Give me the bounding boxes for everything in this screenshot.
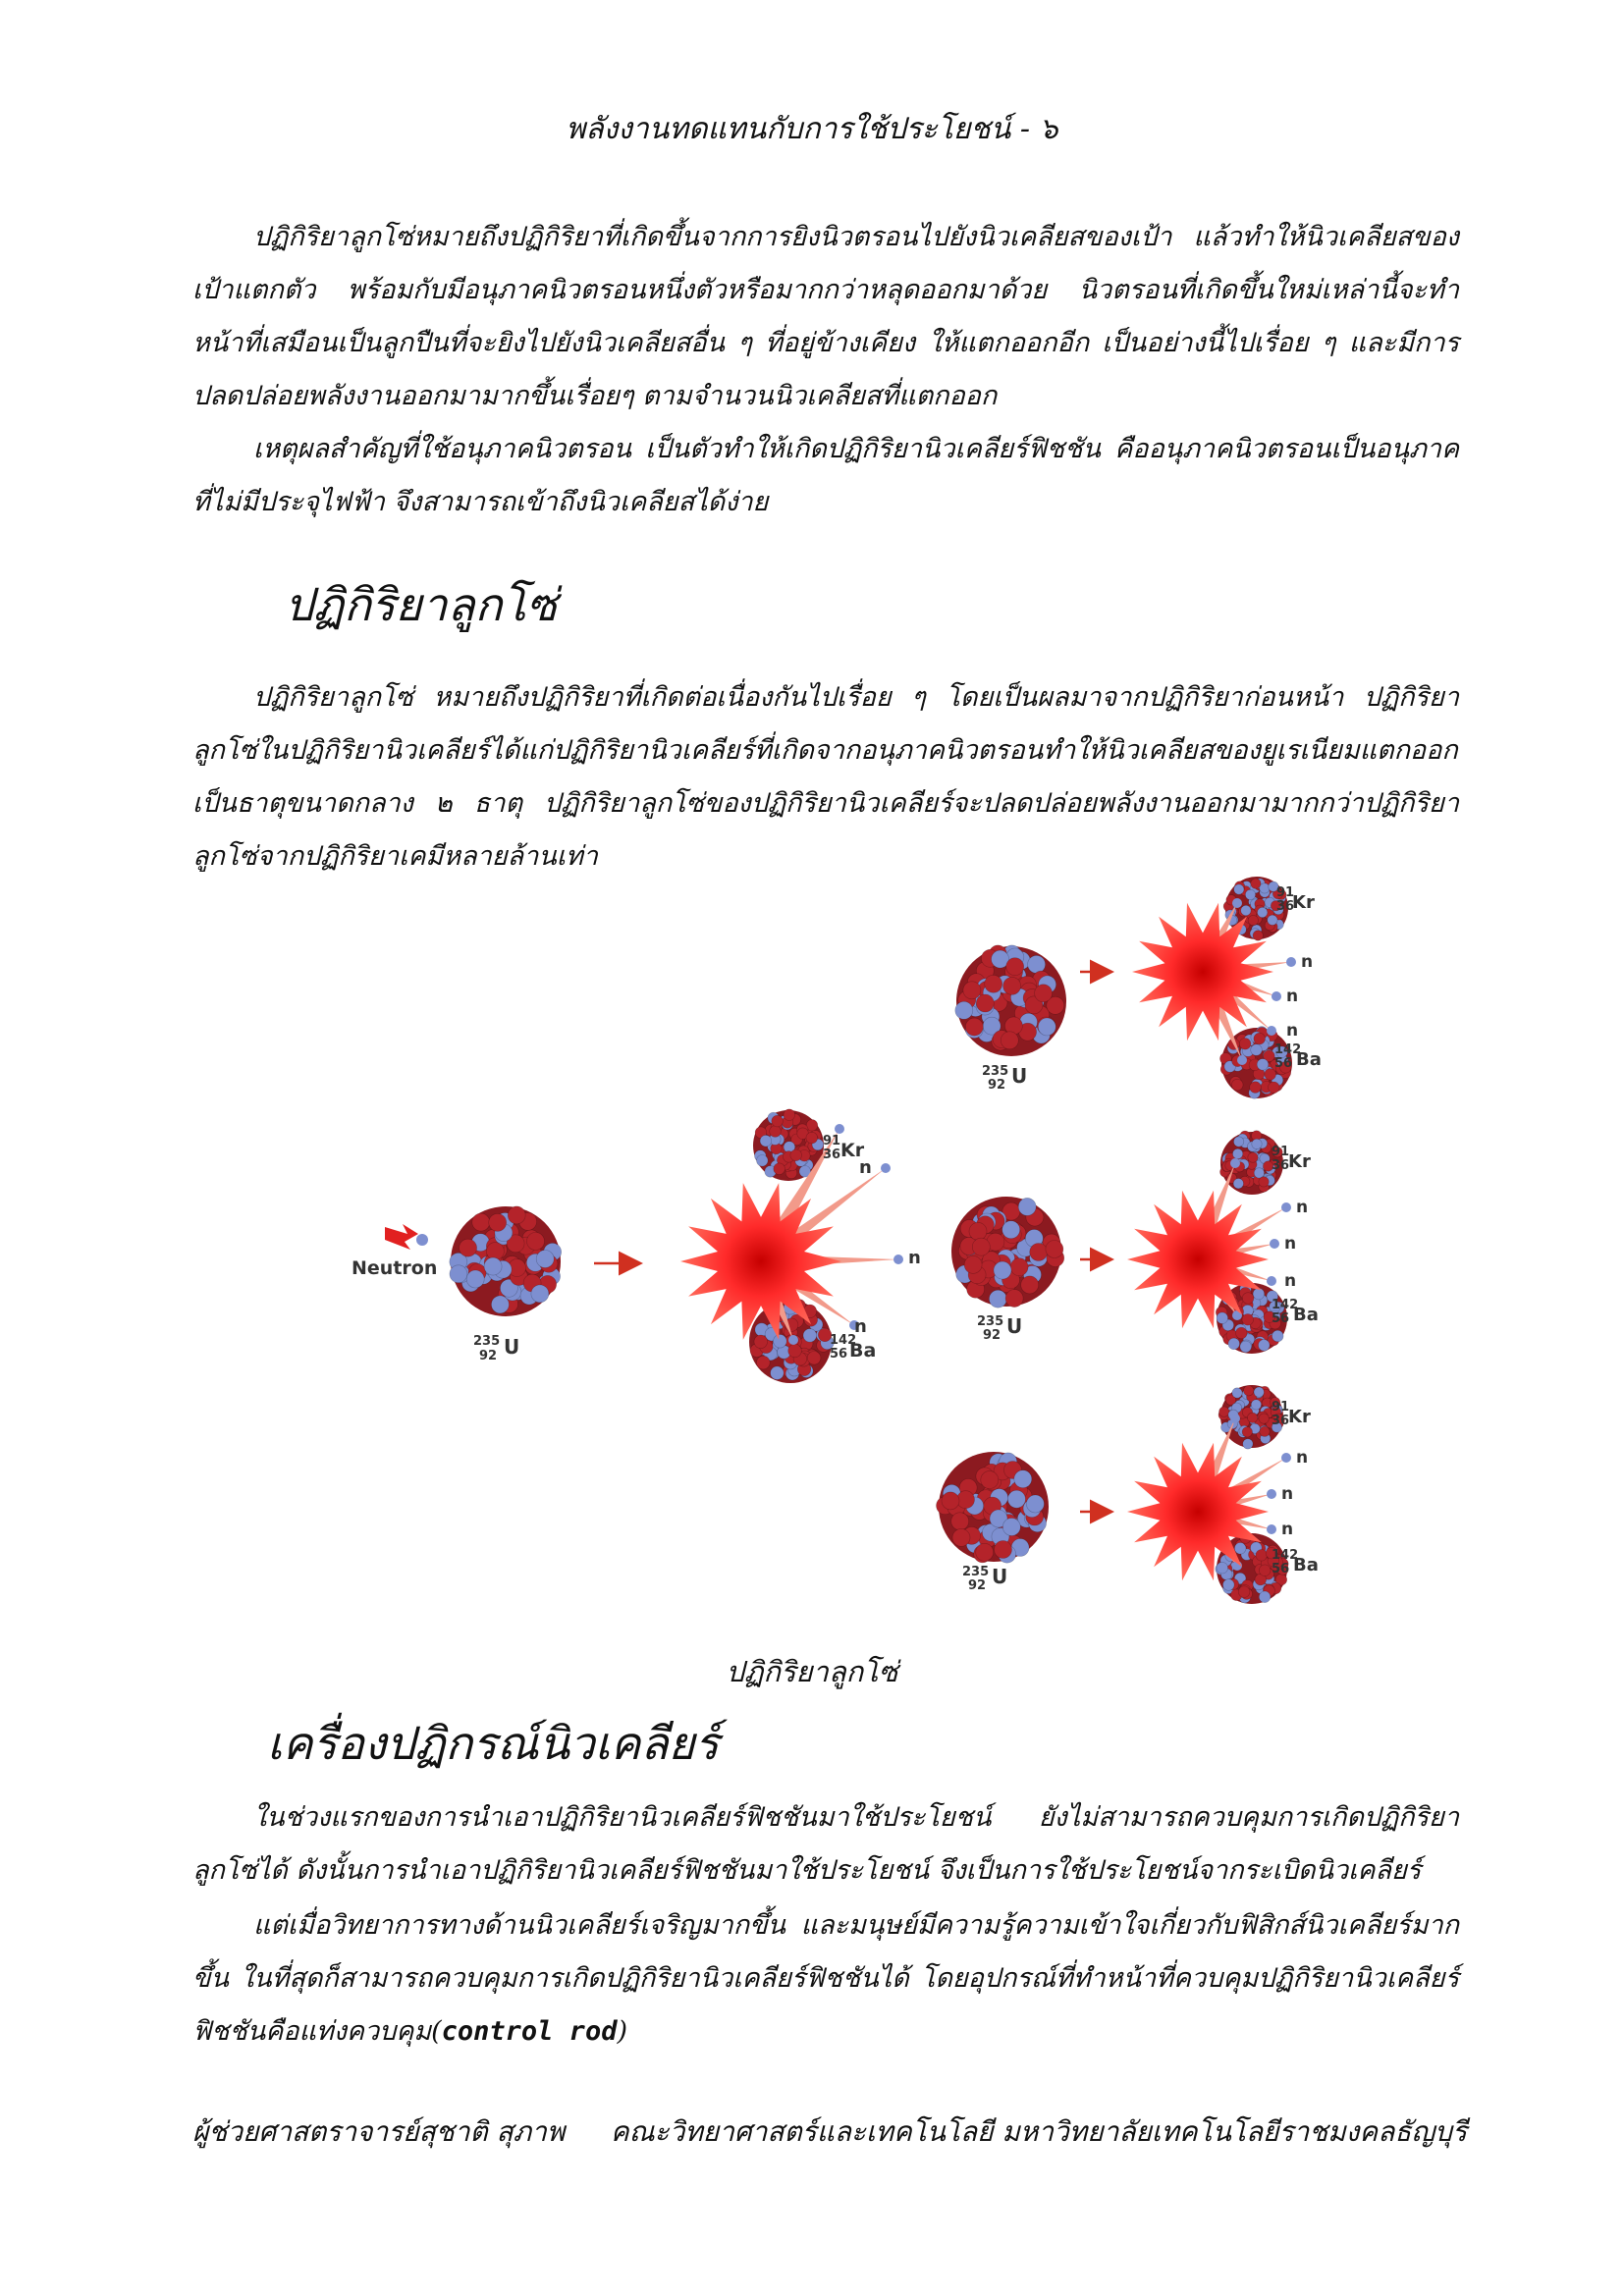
footer-author: ผู้ช่วยศาสตราจารย์สุชาติ สุภาพ (192, 2115, 566, 2148)
incoming-neutron-icon (385, 1224, 428, 1250)
svg-text:235: 235 (473, 1334, 501, 1349)
uranium-nucleus-top (955, 945, 1066, 1056)
svg-text:Kr: Kr (1288, 1407, 1311, 1427)
neutron-n-3: n (854, 1316, 867, 1337)
label-u-bottom (962, 1565, 1007, 1593)
label-u-middle (977, 1314, 1022, 1343)
svg-text:142: 142 (1274, 1042, 1302, 1057)
neutron-n-mid-3: n (1284, 1271, 1297, 1291)
uranium-nucleus-bottom (937, 1452, 1050, 1563)
svg-text:91: 91 (1272, 1400, 1290, 1415)
svg-text:Ba: Ba (849, 1340, 877, 1362)
svg-text:Ba: Ba (1293, 1305, 1319, 1325)
paragraph-early-fission-use: ในช่วงแรกของการนำเอาปฏิกิริยานิวเคลียร์ฟิชชันมาใช้ประโยชน์ ยังไม่สามารถควบคุมการเกิดปฏิกิริยาลูกโซ่ได้ ดังนั้นการนำเอาปฏิกิริยานิวเคลียร์ฟิชชันมาใช้ประโยชน์ จึงเป็นการใช้ประโยชน์จากระเบิดนิวเคลียร์ (192, 1802, 1459, 1886)
svg-text:Kr: Kr (1292, 892, 1315, 913)
svg-text:92: 92 (479, 1349, 498, 1363)
svg-text:235: 235 (982, 1064, 1009, 1079)
svg-text:Kr: Kr (1288, 1151, 1311, 1172)
neutron-n-2: n (908, 1248, 921, 1268)
label-kr-middle (1272, 1145, 1311, 1173)
neutron-n-top-2: n (1286, 987, 1299, 1006)
svg-text:91: 91 (1276, 885, 1295, 900)
neutron-label: Neutron (352, 1257, 438, 1279)
svg-text:U: U (1006, 1314, 1023, 1338)
paragraph-control-rod-end: ) (617, 2016, 627, 2047)
chain-reaction-figure (334, 879, 1322, 1639)
neutron-n-mid-2: n (1284, 1234, 1297, 1254)
svg-text:56: 56 (1274, 1056, 1293, 1071)
svg-text:56: 56 (1272, 1562, 1290, 1576)
label-kr-top (1276, 885, 1315, 914)
svg-text:Ba: Ba (1293, 1555, 1319, 1575)
figure-caption: ปฏิกิริยาลูกโซ่ (726, 1655, 898, 1688)
label-ba-bottom (1272, 1548, 1319, 1576)
svg-text:36: 36 (1272, 1414, 1290, 1428)
paragraph-control-rod (192, 1899, 1459, 2058)
footer-institution: คณะวิทยาศาสตร์และเทคโนโลยี มหาวิทยาลัยเทคโนโลยีราชมงคลธัญบุรี (610, 2115, 1467, 2148)
control-rod-term: control rod (441, 2016, 618, 2047)
heading-chain-reaction: ปฏิกิริยาลูกโซ่ (285, 578, 558, 631)
svg-text:92: 92 (983, 1328, 1001, 1343)
neutron-n-top-1: n (1301, 952, 1314, 972)
label-u-first (473, 1334, 519, 1363)
svg-text:91: 91 (823, 1134, 841, 1148)
svg-text:142: 142 (1272, 1298, 1299, 1312)
svg-text:92: 92 (988, 1078, 1006, 1093)
neutron-n-mid-1: n (1296, 1198, 1309, 1217)
neutron-n-top-3: n (1286, 1021, 1299, 1041)
label-u-top (982, 1064, 1027, 1093)
svg-text:56: 56 (1272, 1311, 1290, 1326)
svg-text:142: 142 (830, 1333, 857, 1348)
svg-text:Kr: Kr (840, 1140, 865, 1161)
neutron-n-1: n (859, 1157, 872, 1178)
svg-text:36: 36 (1276, 899, 1295, 914)
label-ba-top (1274, 1042, 1322, 1071)
neutron-n-bot-2: n (1281, 1484, 1294, 1504)
svg-text:92: 92 (968, 1578, 987, 1593)
svg-text:U: U (992, 1565, 1008, 1588)
svg-text:56: 56 (830, 1347, 848, 1362)
label-ba-first (830, 1333, 876, 1362)
neutron-n-bot-1: n (1296, 1448, 1309, 1468)
svg-text:U: U (504, 1335, 520, 1359)
svg-text:91: 91 (1272, 1145, 1290, 1159)
svg-text:U: U (1011, 1064, 1028, 1088)
paragraph-control-rod-text: แต่เมื่อวิทยาการทางด้านนิวเคลียร์เจริญมากขึ้น และมนุษย์มีความรู้ความเข้าใจเกี่ยวกับฟิสิกส์นิวเคลียร์มากขึ้น ในที่สุดก็สามารถควบคุมการเกิดปฏิกิริยานิวเคลียร์ฟิชชันได้ โดยอุปกรณ์ที่ทำหน้าที่ควบคุมปฏิกิริยานิวเคลียร์ฟิชชันคือแท่งควบคุม( (192, 1910, 1459, 2047)
svg-text:235: 235 (977, 1314, 1004, 1329)
label-ba-middle (1272, 1298, 1319, 1326)
neutron-n-bot-3: n (1281, 1520, 1294, 1539)
paragraph-chain-reaction-nuclear: ปฏิกิริยาลูกโซ่ หมายถึงปฏิกิริยาที่เกิดต่อเนื่องกันไปเรื่อย ๆ โดยเป็นผลมาจากปฏิกิริยาก่อนหน้า ปฏิกิริยาลูกโซ่ในปฏิกิริยานิวเคลียร์ได้แก่ปฏิกิริยานิวเคลียร์ที่เกิดจากอนุภาคนิวตรอนทำให้นิวเคลียสของยูเรเนียมแตกออกเป็นธาตุขนาดกลาง ๒ ธาตุ ปฏิกิริยาลูกโซ่ของปฏิกิริยานิวเคลียร์จะปลดปล่อยพลังงานออกมามากกว่าปฏิกิริยาลูกโซ่จากปฏิกิริยาเคมีหลายล้านเท่า (192, 682, 1459, 872)
svg-text:36: 36 (823, 1148, 841, 1162)
paragraph-neutron-reason: เหตุผลสำคัญที่ใช้อนุภาคนิวตรอน เป็นตัวทำให้เกิดปฏิกิริยานิวเคลียร์ฟิชชัน คืออนุภาคนิวตรอนเป็นอนุภาคที่ไม่มีประจุไฟฟ้า จึงสามารถเข้าถึงนิวเคลียสได้ง่าย (192, 434, 1459, 517)
uranium-nucleus-first (450, 1206, 562, 1316)
svg-text:235: 235 (962, 1565, 990, 1579)
svg-text:36: 36 (1272, 1158, 1290, 1173)
paragraph-chain-reaction-definition: ปฏิกิริยาลูกโซ่หมายถึงปฏิกิริยาที่เกิดขึ้นจากการยิงนิวตรอนไปยังนิวเคลียสของเป้า แล้วทำให้นิวเคลียสของเป้าแตกตัว พร้อมกับมีอนุภาคนิวตรอนหนึ่งตัวหรือมากกว่าหลุดออกมาด้วย นิวตรอนที่เกิดขึ้นใหม่เหล่านี้จะทำหน้าที่เสมือนเป็นลูกปืนที่จะยิงไปยังนิวเคลียสอื่น ๆ ที่อยู่ข้างเคียง ให้แตกออกอีก เป็นอย่างนี้ไปเรื่อย ๆ และมีการปลดปล่อยพลังงานออกมามากขึ้นเรื่อยๆ ตามจำนวนนิวเคลียสที่แตกออก (192, 222, 1459, 411)
heading-nuclear-reactor: เครื่องปฏิกรณ์นิวเคลียร์ (267, 1717, 720, 1770)
page-header: พลังงานทดแทนกับการใช้ประโยชน์ - ๖ (566, 112, 1058, 146)
svg-text:142: 142 (1272, 1548, 1299, 1563)
uranium-nucleus-middle (951, 1197, 1064, 1308)
svg-text:Ba: Ba (1296, 1049, 1322, 1070)
label-kr-bottom (1272, 1400, 1311, 1428)
